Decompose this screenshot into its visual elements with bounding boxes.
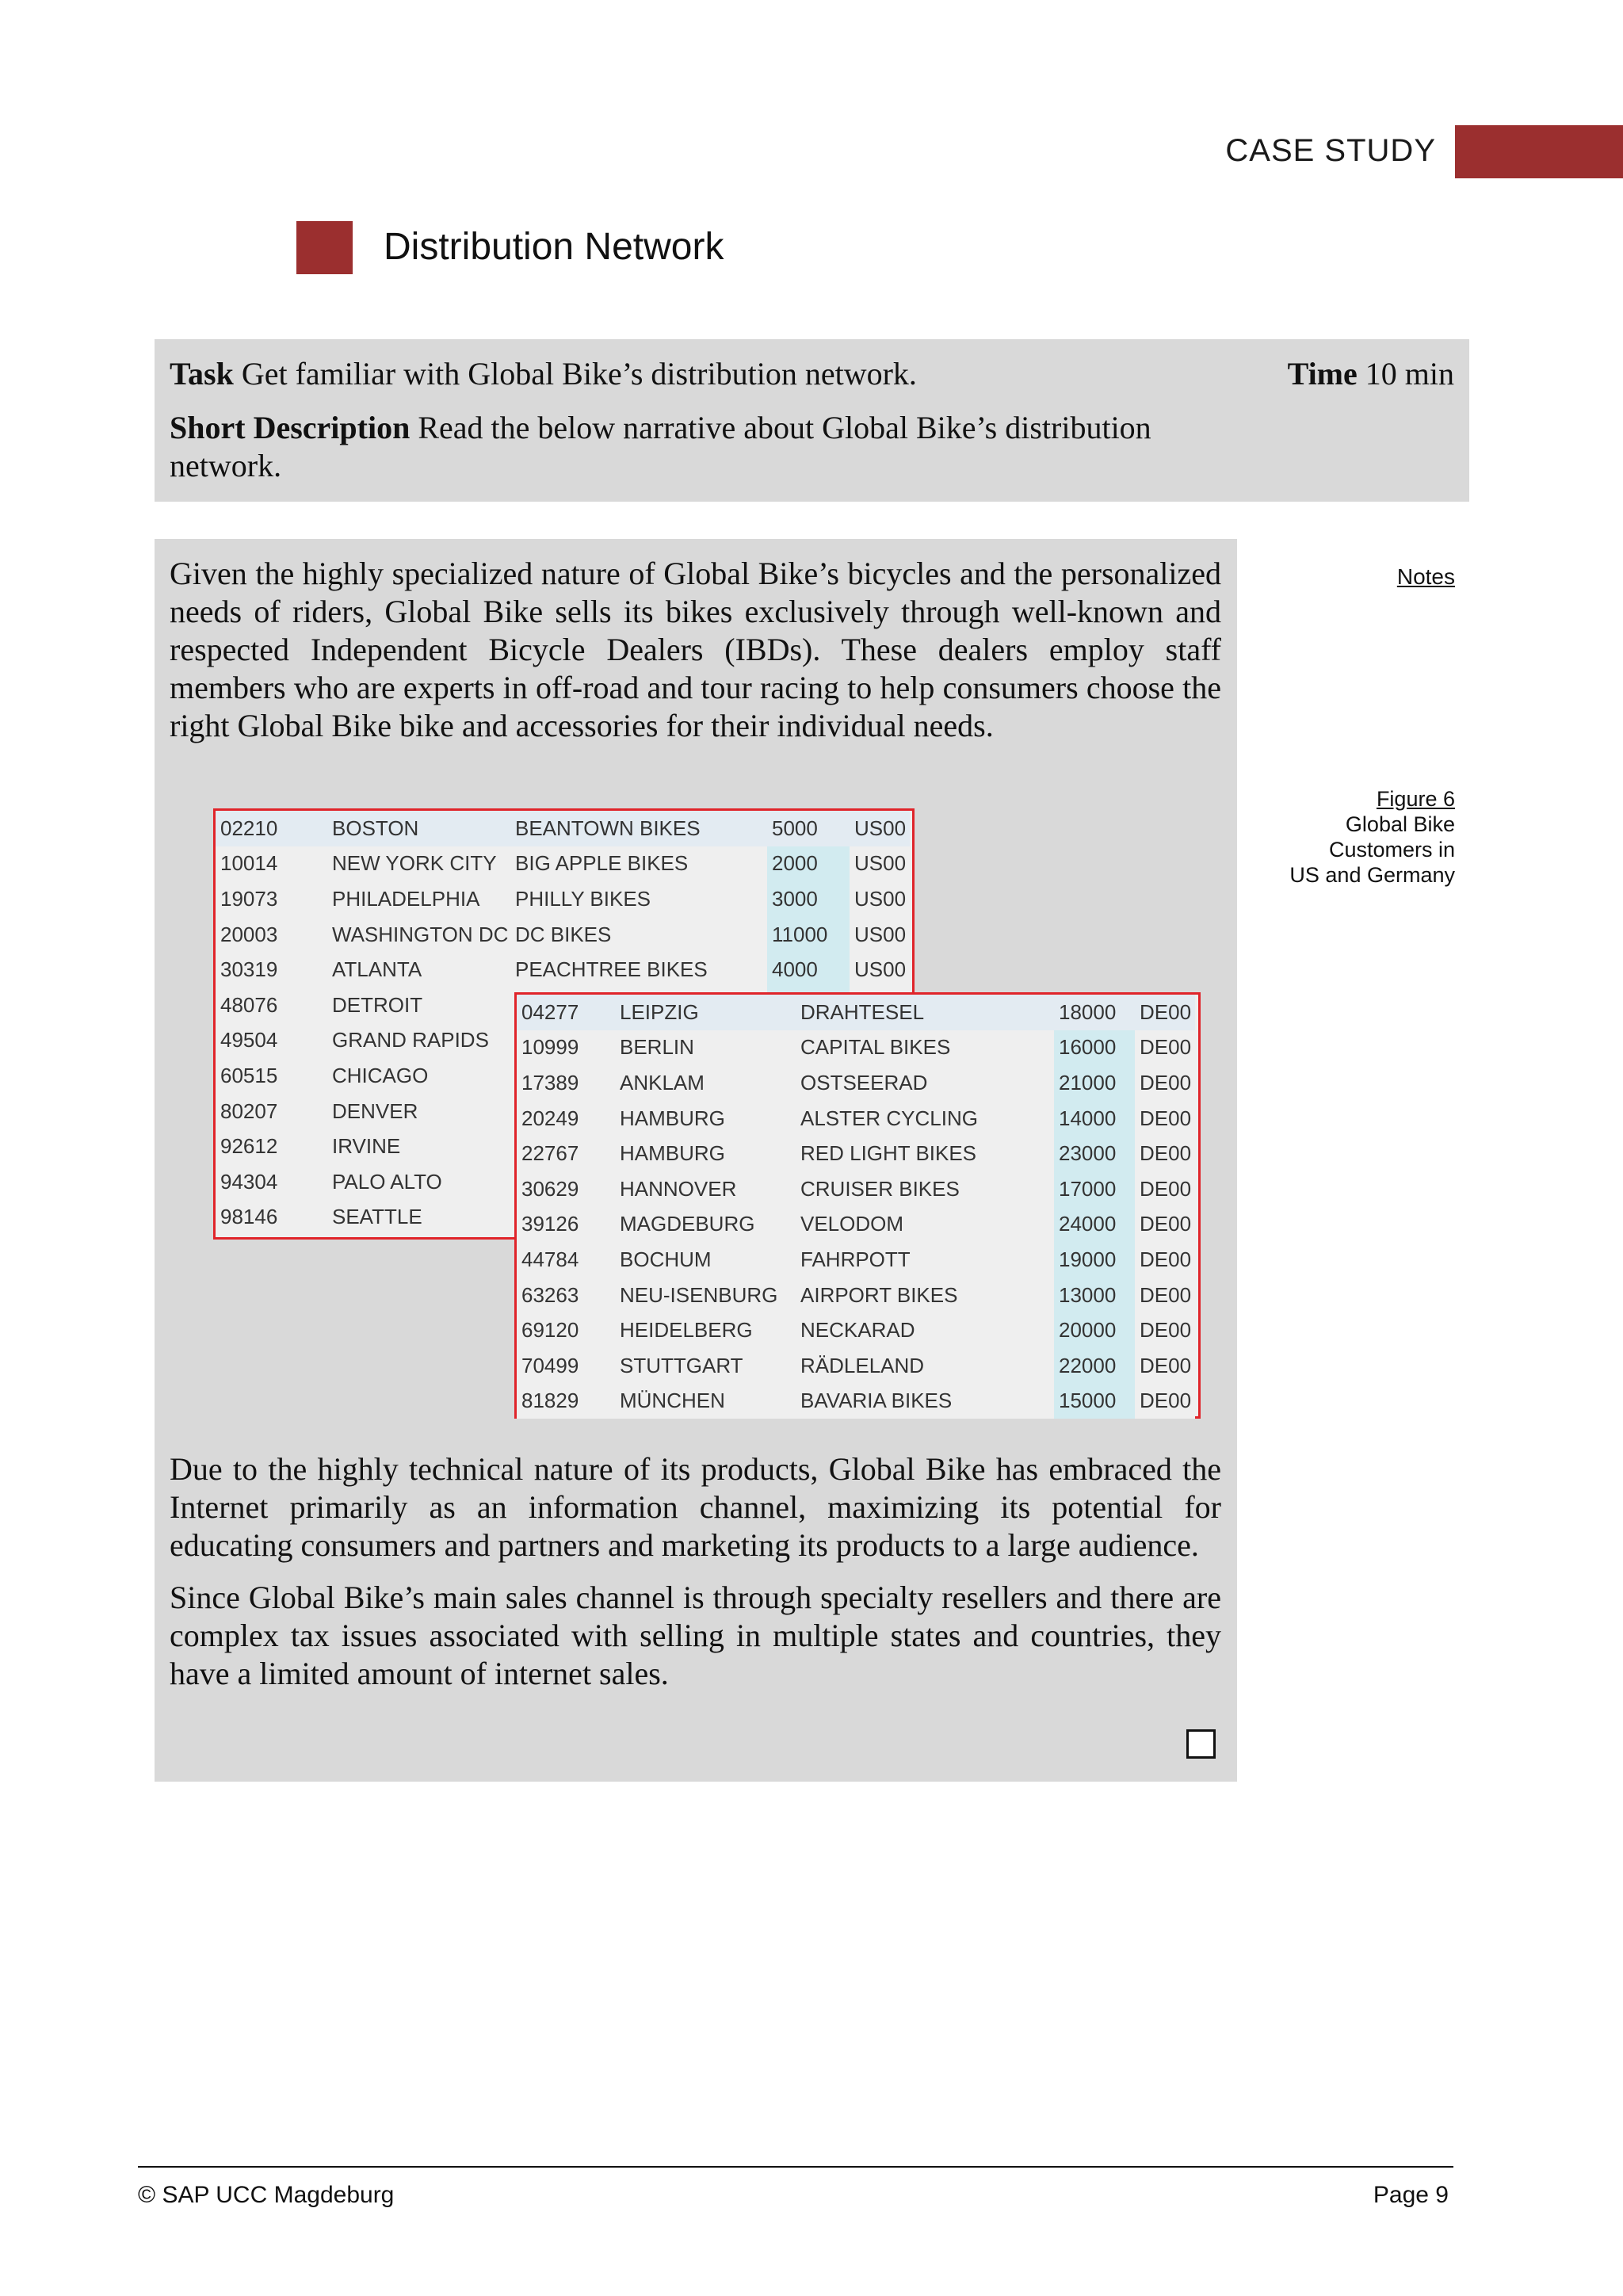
cell-company-code: US00 (854, 957, 907, 982)
cell-city: PALO ALTO (332, 1169, 442, 1194)
task-box (155, 339, 1469, 502)
cell-city: ANKLAM (620, 1070, 705, 1095)
cell-zip: 94304 (220, 1169, 278, 1194)
cell-number: 21000 (1054, 1065, 1135, 1101)
cell-zip: 10014 (220, 851, 278, 876)
cell-city: DENVER (332, 1098, 418, 1123)
cell-company-code: DE00 (1135, 995, 1195, 1030)
cell-zip: 69120 (521, 1318, 579, 1343)
footer-copyright: © SAP UCC Magdeburg (138, 2182, 395, 2208)
table-row (517, 995, 1195, 1030)
cell-zip: 30629 (521, 1176, 579, 1201)
task-line (170, 355, 917, 393)
cell-zip: 44784 (521, 1247, 579, 1271)
cell-customer: OSTSEERAD (800, 1070, 928, 1095)
cell-company-code: US00 (850, 811, 910, 846)
cell-company-code: DE00 (1140, 1318, 1192, 1343)
cell-number: 19000 (1054, 1242, 1135, 1278)
cell-city: SEATTLE (332, 1205, 422, 1229)
cell-company-code: DE00 (1140, 1282, 1192, 1307)
table-row (517, 1348, 1195, 1384)
cell-customer: BAVARIA BIKES (800, 1389, 953, 1413)
cell-zip: 02210 (216, 811, 327, 846)
cell-city: BERLIN (620, 1035, 694, 1060)
time-line (1288, 355, 1454, 393)
cell-number: 3000 (767, 881, 850, 917)
table-row (517, 1242, 1195, 1278)
figure-caption (1289, 786, 1455, 888)
cell-customer: NECKARAD (800, 1318, 915, 1343)
cell-company-code: DE00 (1140, 1141, 1192, 1166)
cell-customer: RED LIGHT BIKES (800, 1141, 977, 1166)
cell-zip: 19073 (220, 886, 278, 911)
cell-zip: 81829 (521, 1389, 579, 1413)
figure-caption-line-2: Customers in (1328, 838, 1455, 861)
cell-city: HEIDELBERG (620, 1318, 753, 1343)
cell-number: 5000 (767, 811, 850, 846)
completion-checkbox[interactable] (1186, 1729, 1216, 1759)
time-value: 10 min (1365, 356, 1454, 392)
cell-zip: 60515 (220, 1063, 278, 1087)
cell-company-code: DE00 (1140, 1247, 1192, 1271)
cell-zip: 17389 (521, 1070, 579, 1095)
table-row (216, 917, 910, 953)
cell-city: LEIPZIG (615, 995, 796, 1030)
section-title: Distribution Network (384, 226, 724, 268)
cell-zip: 80207 (220, 1098, 278, 1123)
table-row (517, 1030, 1195, 1066)
cell-customer: CAPITAL BIKES (800, 1035, 951, 1060)
table-row (517, 1065, 1195, 1101)
table-row (517, 1312, 1195, 1348)
cell-company-code: DE00 (1140, 1389, 1192, 1413)
cell-zip: 63263 (521, 1282, 579, 1307)
table-row (216, 846, 910, 882)
cell-customer: BEANTOWN BIKES (510, 811, 767, 846)
cell-city: NEU-ISENBURG (620, 1282, 778, 1307)
table-row (517, 1101, 1195, 1137)
cell-number: 22000 (1054, 1348, 1135, 1384)
cell-zip: 49504 (220, 1028, 278, 1052)
task-text: Get familiar with Global Bike’s distribution network. (241, 356, 917, 392)
cell-customer: CRUISER BIKES (800, 1176, 960, 1201)
cell-number: 20000 (1054, 1312, 1135, 1348)
cell-number: 11000 (767, 917, 850, 953)
cell-customer: PHILLY BIKES (515, 886, 651, 911)
figure-caption-line-1: Global Bike (1345, 812, 1455, 836)
cell-company-code: DE00 (1140, 1106, 1192, 1130)
short-description (170, 409, 1224, 485)
cell-zip: 20003 (220, 922, 278, 946)
cell-company-code: DE00 (1140, 1070, 1192, 1095)
cell-zip: 70499 (521, 1353, 579, 1377)
cell-zip: 48076 (220, 992, 278, 1017)
cell-number: 2000 (767, 846, 850, 882)
cell-number: 23000 (1054, 1136, 1135, 1171)
case-study-accent-bar (1455, 125, 1623, 178)
cell-customer: ALSTER CYCLING (800, 1106, 978, 1130)
cell-city: HAMBURG (620, 1106, 725, 1130)
cell-customer: DC BIKES (515, 922, 612, 946)
table-row (216, 881, 910, 917)
cell-number: 14000 (1054, 1101, 1135, 1137)
short-description-label: Short Description (170, 410, 411, 445)
cell-customer: VELODOM (800, 1212, 904, 1236)
cell-city: MAGDEBURG (620, 1212, 755, 1236)
cell-city: STUTTGART (620, 1353, 743, 1377)
table-row (216, 811, 910, 846)
cell-zip: 20249 (521, 1106, 579, 1130)
table-row (517, 1207, 1195, 1243)
cell-customer: BIG APPLE BIKES (515, 851, 689, 876)
figure-caption-line-3: US and Germany (1289, 863, 1455, 887)
cell-city: WASHINGTON DC (332, 922, 509, 946)
cell-customer: AIRPORT BIKES (800, 1282, 958, 1307)
cell-zip: 10999 (521, 1035, 579, 1060)
cell-zip: 98146 (220, 1205, 278, 1229)
cell-zip: 39126 (521, 1212, 579, 1236)
short-description-text: Read the below narrative about Global Bike’s distribution network. (170, 410, 1151, 483)
table-row (517, 1278, 1195, 1313)
cell-company-code: DE00 (1140, 1176, 1192, 1201)
cell-customer: RÄDLELAND (800, 1353, 925, 1377)
cell-zip: 30319 (220, 957, 278, 982)
cell-city: CHICAGO (332, 1063, 429, 1087)
cell-company-code: US00 (854, 851, 907, 876)
cell-city: GRAND RAPIDS (332, 1028, 489, 1052)
cell-customer: FAHRPOTT (800, 1247, 911, 1271)
table-row (216, 952, 910, 988)
cell-city: NEW YORK CITY (332, 851, 497, 876)
cell-number: 24000 (1054, 1207, 1135, 1243)
cell-number: 13000 (1054, 1278, 1135, 1313)
cell-number: 17000 (1054, 1171, 1135, 1207)
cell-number: 16000 (1054, 1030, 1135, 1066)
cell-company-code: US00 (854, 922, 907, 946)
cell-company-code: DE00 (1140, 1212, 1192, 1236)
cell-city: DETROIT (332, 992, 423, 1017)
figure-number: Figure 6 (1376, 787, 1455, 811)
table-row (517, 1171, 1195, 1207)
footer-page-number: Page 9 (1373, 2182, 1449, 2208)
cell-city: BOSTON (327, 811, 510, 846)
cell-city: BOCHUM (620, 1247, 712, 1271)
cell-city: HANNOVER (620, 1176, 737, 1201)
cell-city: HAMBURG (620, 1141, 725, 1166)
footer-divider (138, 2166, 1453, 2168)
paragraph-1: Given the highly specialized nature of Global Bike’s bicycles and the personalized needs of riders, Global Bike sells its bikes exclusively through well-known and respected Independent Bicycle Dealers (IBDs). These dealers employ staff members who are experts in off-road and tour racing to help consumers choose the right Global Bike bike and accessories for their individual needs. (170, 556, 1221, 743)
cell-zip: 92612 (220, 1134, 278, 1159)
section-marker-square (296, 221, 353, 274)
time-label: Time (1287, 356, 1358, 392)
cell-number: 4000 (767, 952, 850, 988)
cell-customer: DRAHTESEL (796, 995, 1054, 1030)
notes-link[interactable]: Notes (1396, 564, 1455, 589)
cell-zip: 04277 (517, 995, 615, 1030)
cell-city: MÜNCHEN (620, 1389, 725, 1413)
de-customers-table (514, 992, 1201, 1419)
cell-company-code: DE00 (1140, 1353, 1192, 1377)
cell-company-code: DE00 (1140, 1035, 1192, 1060)
cell-customer: PEACHTREE BIKES (515, 957, 708, 982)
table-row (517, 1136, 1195, 1171)
cell-city: IRVINE (332, 1134, 401, 1159)
case-study-label: CASE STUDY (1225, 133, 1436, 168)
cell-city: ATLANTA (332, 957, 422, 982)
table-row (517, 1384, 1195, 1419)
cell-number: 15000 (1054, 1384, 1135, 1419)
cell-company-code: US00 (854, 886, 907, 911)
task-label: Task (170, 356, 234, 392)
cell-number: 18000 (1054, 995, 1135, 1030)
cell-city: PHILADELPHIA (332, 886, 480, 911)
paragraph-2: Due to the highly technical nature of its products, Global Bike has embraced the Internet primarily as an information channel, maximizing its potential for educating consumers and partners and marketing its products to a large audience. (170, 1451, 1221, 1563)
cell-zip: 22767 (521, 1141, 579, 1166)
paragraph-3: Since Global Bike’s main sales channel is through specialty resellers and there are complex tax issues associated with selling in multiple states and countries, they have a limited amount of internet sales. (170, 1580, 1221, 1691)
